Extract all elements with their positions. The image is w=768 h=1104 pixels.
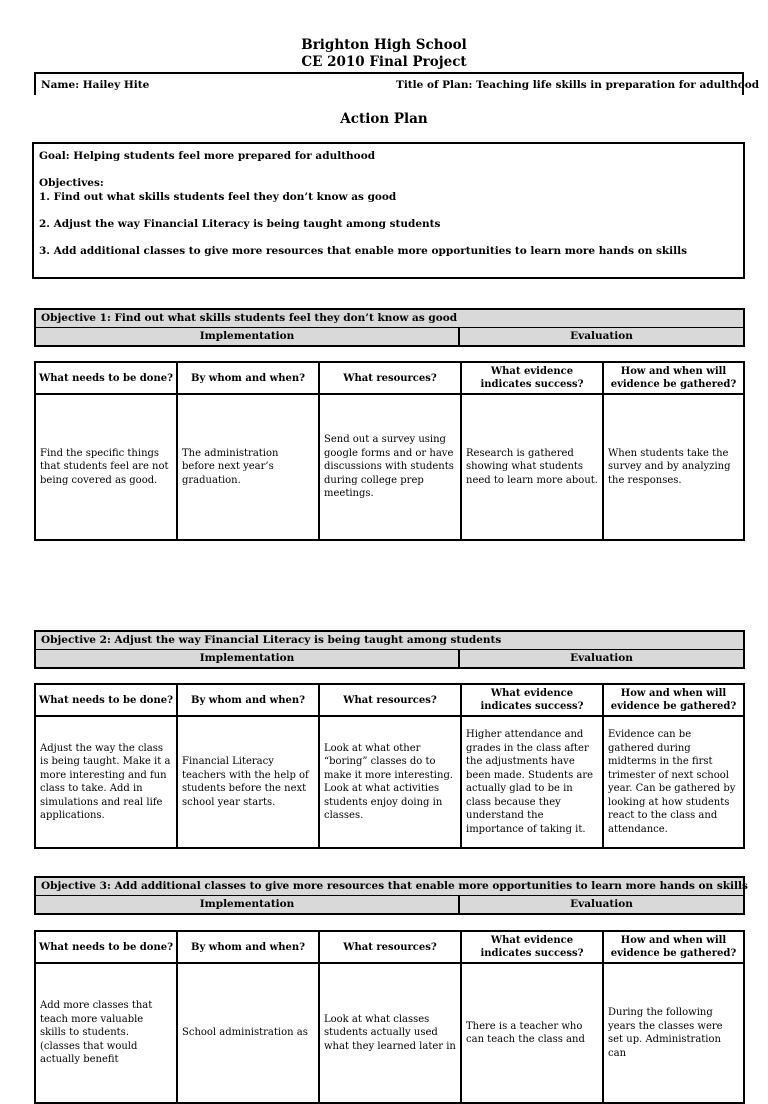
- name-title-bar: [34, 72, 760, 95]
- table-cell: Look at what classes students actually used what they learned later in: [319, 963, 461, 1103]
- implementation-label: Implementation: [36, 650, 460, 667]
- table-row: [35, 394, 744, 540]
- objective-item: 2. Adjust the way Financial Literacy is being taught among students: [39, 217, 441, 230]
- column-header: By whom and when?: [177, 684, 319, 716]
- school-name: Brighton High School: [301, 37, 467, 53]
- objective-2-table: [34, 683, 745, 849]
- column-header: What needs to be done?: [35, 684, 177, 716]
- evaluation-label: Evaluation: [570, 898, 633, 910]
- action-plan-heading: Action Plan: [340, 111, 428, 127]
- column-header: What resources?: [319, 684, 461, 716]
- objectives-label: Objectives:: [39, 177, 104, 189]
- objective-item: 1. Find out what skills students feel they don’t know as good: [39, 190, 397, 203]
- project-title: CE 2010 Final Project: [301, 54, 467, 70]
- table-cell: Research is gathered showing what students need to learn more about.: [461, 394, 603, 540]
- objective-item: 3. Add additional classes to give more resources that enable more opportunities to learn more hands on skills: [39, 244, 688, 257]
- column-header: By whom and when?: [177, 362, 319, 394]
- objective-3-bar: [34, 876, 748, 915]
- column-header: By whom and when?: [177, 931, 319, 963]
- column-header: What evidence indicates success?: [461, 684, 603, 716]
- evaluation-label: Evaluation: [570, 652, 633, 664]
- objective-title: Objective 3: Add additional classes to give more resources that enable more opportunities to learn more hands on skills: [36, 878, 743, 896]
- column-header: How and when will evidence be gathered?: [603, 684, 744, 716]
- column-header: What needs to be done?: [35, 362, 177, 394]
- column-header: What resources?: [319, 931, 461, 963]
- column-header: How and when will evidence be gathered?: [603, 931, 744, 963]
- implementation-label: Implementation: [36, 328, 460, 345]
- table-cell: Send out a survey using google forms and or have discussions with students during college prep meetings.: [319, 394, 461, 540]
- objective-title: Objective 2: Adjust the way Financial Literacy is being taught among students: [36, 632, 743, 650]
- objective-2-bar: [34, 630, 745, 669]
- goal-text: Goal: Helping students feel more prepared for adulthood: [39, 150, 376, 162]
- column-header: What evidence indicates success?: [461, 931, 603, 963]
- column-header: What resources?: [319, 362, 461, 394]
- table-row: [35, 963, 744, 1103]
- table-cell: School administration as: [177, 963, 319, 1103]
- objective-3-table: [34, 930, 745, 1104]
- table-cell: There is a teacher who can teach the class and: [461, 963, 603, 1103]
- implementation-label: Implementation: [36, 896, 460, 913]
- objective-1-bar: [34, 308, 745, 347]
- column-header: What evidence indicates success?: [461, 362, 603, 394]
- table-cell: Add more classes that teach more valuable skills to students. (classes that would actually benefit: [35, 963, 177, 1103]
- plan-title: Title of Plan: Teaching life skills in preparation for adulthood: [396, 79, 760, 91]
- table-cell: Evidence can be gathered during midterms in the first trimester of next school year. Can be gathered by looking at how students react to the class and attendance.: [603, 716, 744, 848]
- column-header: How and when will evidence be gathered?: [603, 362, 744, 394]
- table-cell: Adjust the way the class is being taught. Make it a more interesting and fun class to take. Add in simulations and real life applications.: [35, 716, 177, 848]
- student-name: Name: Hailey Hite: [41, 79, 150, 91]
- table-cell: When students take the survey and by analyzing the responses.: [603, 394, 744, 540]
- table-cell: Financial Literacy teachers with the help of students before the next school year starts.: [177, 716, 319, 848]
- table-cell: The administration before next year’s graduation.: [177, 394, 319, 540]
- evaluation-label: Evaluation: [570, 330, 633, 342]
- table-cell: Find the specific things that students feel are not being covered as good.: [35, 394, 177, 540]
- table-cell: During the following years the classes were set up. Administration can: [603, 963, 744, 1103]
- table-cell: Higher attendance and grades in the class after the adjustments have been made. Students are actually glad to be in class because they understand the importance of taking it.: [461, 716, 603, 848]
- objective-1-table: [34, 361, 745, 541]
- table-cell: Look at what other “boring” classes do to make it more interesting. Look at what activities students enjoy doing in classes.: [319, 716, 461, 848]
- column-header: What needs to be done?: [35, 931, 177, 963]
- goal-objectives-box: [32, 142, 745, 279]
- objective-title: Objective 1: Find out what skills students feel they don’t know as good: [36, 310, 743, 328]
- table-row: [35, 716, 744, 848]
